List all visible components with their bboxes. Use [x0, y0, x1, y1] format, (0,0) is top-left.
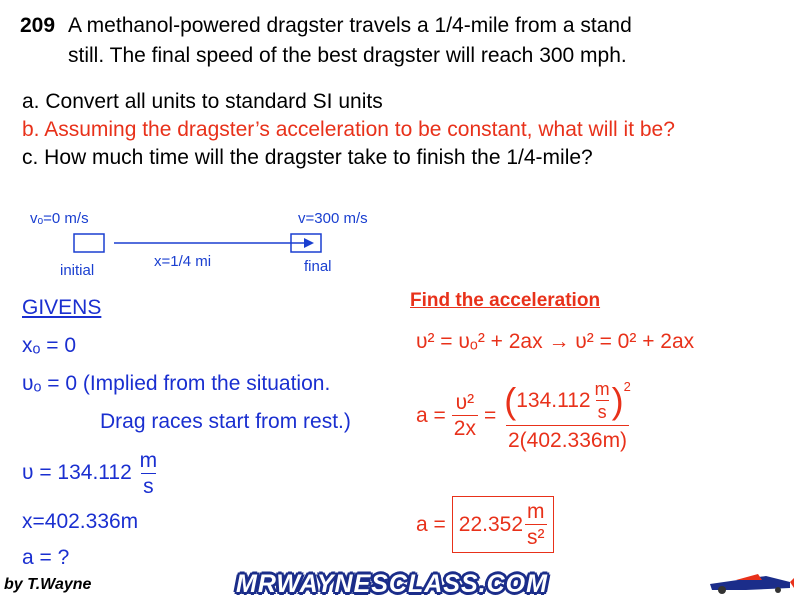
problem-statement-line2: still. The final speed of the best dragster will reach 300 mph. — [68, 44, 627, 67]
question-a: a. Convert all units to standard SI units — [22, 90, 383, 113]
distance-label: x=1/4 mi — [154, 253, 212, 270]
given-v0: υₒ = 0 (Implied from the situation. — [22, 372, 331, 395]
result-box: 22.352 $\frac{m}{\text{s²}}$ — [452, 496, 554, 553]
question-c: c. How much time will the dragster take to finish the 1/4-mile? — [22, 146, 593, 169]
site-logo: MRWAYNESCLASS.COM — [236, 570, 548, 598]
final-velocity-label: v=300 m/s — [298, 210, 368, 227]
given-a: a = ? — [22, 546, 70, 569]
problem-number: 209 — [20, 14, 56, 37]
acceleration-label: a = — [416, 403, 446, 427]
initial-position-box — [74, 234, 104, 252]
solution-title: Find the acceleration — [410, 290, 601, 311]
given-v-value: υ = 134.112 — [22, 461, 132, 485]
equals-sign: = — [483, 403, 497, 427]
problem-statement-line1: A methanol-powered dragster travels a 1/4-mile from a stand — [68, 14, 632, 37]
given-x: x=402.336m — [22, 510, 139, 533]
acceleration-substitution — [416, 380, 633, 451]
author-credit: by T.Wayne — [4, 576, 92, 593]
given-v0-note: Drag races start from rest.) — [100, 410, 351, 433]
final-label: final — [304, 258, 332, 275]
givens-title: GIVENS — [22, 296, 102, 319]
question-b: b. Assuming the dragster’s acceleration to be constant, what will it be? — [22, 118, 675, 141]
given-v — [22, 450, 159, 497]
numeric-fraction: ( 134.112 $\frac{m}{s}$ ) $^2$ 2(402.336m) — [504, 379, 631, 452]
given-x0: xₒ = 0 — [22, 334, 77, 357]
initial-label: initial — [60, 262, 95, 279]
acceleration-result: a = 22.352 $\frac{m}{\text{s²}}$ — [416, 496, 554, 553]
v-squared-over-2x: $\frac{\text{υ²}}{2x}$ — [453, 391, 476, 440]
initial-velocity-label: vₒ=0 m/s — [30, 210, 89, 227]
given-v-unit: $\frac{m}{s}$ — [139, 449, 158, 498]
arrow-head-icon — [304, 238, 314, 248]
dragster-icon — [706, 566, 796, 596]
kinematics-equation: υ² = υₒ² + 2ax → υ² = 0² + 2ax — [416, 330, 695, 353]
